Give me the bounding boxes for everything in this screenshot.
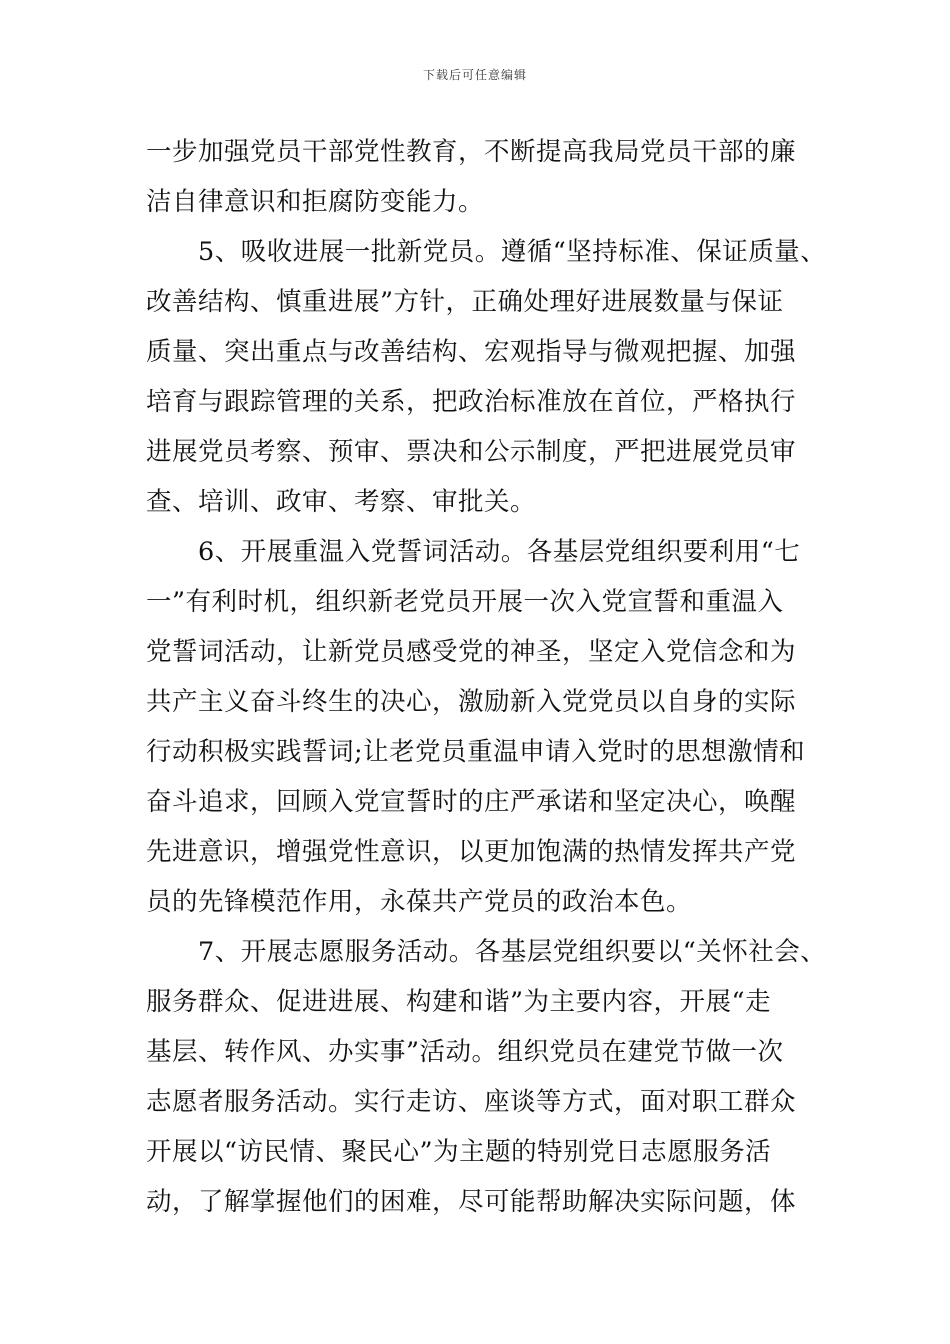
text-line: 开展以“访民情、聚民心”为主题的特别党日志愿服务活 xyxy=(146,1137,772,1167)
text-line: 共产主义奋斗终生的决心，激励新入党党员以自身的实际 xyxy=(146,687,797,717)
text-line: 质量、突出重点与改善结构、宏观指导与微观把握、加强 xyxy=(146,337,797,367)
text-line: 一步加强党员干部党性教育，不断提高我局党员干部的廉 xyxy=(146,137,797,167)
text-line: 党誓词活动，让新党员感受党的神圣，坚定入党信念和为 xyxy=(146,637,797,667)
text-line: 进展党员考察、预审、票决和公示制度，严把进展党员审 xyxy=(146,437,797,467)
text-line: 先进意识，增强党性意识，以更加饱满的热情发挥共产党 xyxy=(146,837,797,867)
text-line: 员的先锋模范作用，永葆共产党员的政治本色。 xyxy=(146,887,693,917)
text-line: 培育与跟踪管理的关系，把政治标准放在首位，严格执行 xyxy=(146,387,797,417)
text-line: 行动积极实践誓词;让老党员重温申请入党时的思想激情和 xyxy=(146,737,806,767)
text-line: 改善结构、慎重进展”方针，正确处理好进展数量与保证 xyxy=(146,287,784,317)
text-line: 基层、转作风、办实事”活动。组织党员在建党节做一次 xyxy=(146,1037,784,1067)
paragraph-start-line: 7、开展志愿服务活动。各基层党组织要以“关怀社会、 xyxy=(198,937,827,967)
paragraph-start-line: 6、开展重温入党誓词活动。各基层党组织要利用“七 xyxy=(198,537,801,567)
text-line: 志愿者服务活动。实行走访、座谈等方式，面对职工群众 xyxy=(146,1087,797,1117)
document-body xyxy=(146,127,826,1227)
text-line: 一”有利时机，组织新老党员开展一次入党宣誓和重温入 xyxy=(146,587,784,617)
page-header-note: 下载后可任意编辑 xyxy=(422,68,527,82)
text-line: 动，了解掌握他们的困难，尽可能帮助解决实际问题，体 xyxy=(146,1187,797,1217)
text-line: 奋斗追求，回顾入党宣誓时的庄严承诺和坚定决心，唤醒 xyxy=(146,787,797,817)
paragraph-start-line: 5、吸收进展一批新党员。遵循“坚持标准、保证质量、 xyxy=(198,237,827,267)
text-line: 洁自律意识和拒腐防变能力。 xyxy=(146,187,485,217)
text-line: 查、培训、政审、考察、审批关。 xyxy=(146,487,537,517)
text-line: 服务群众、促进进展、构建和谐”为主要内容，开展“走 xyxy=(146,987,772,1017)
